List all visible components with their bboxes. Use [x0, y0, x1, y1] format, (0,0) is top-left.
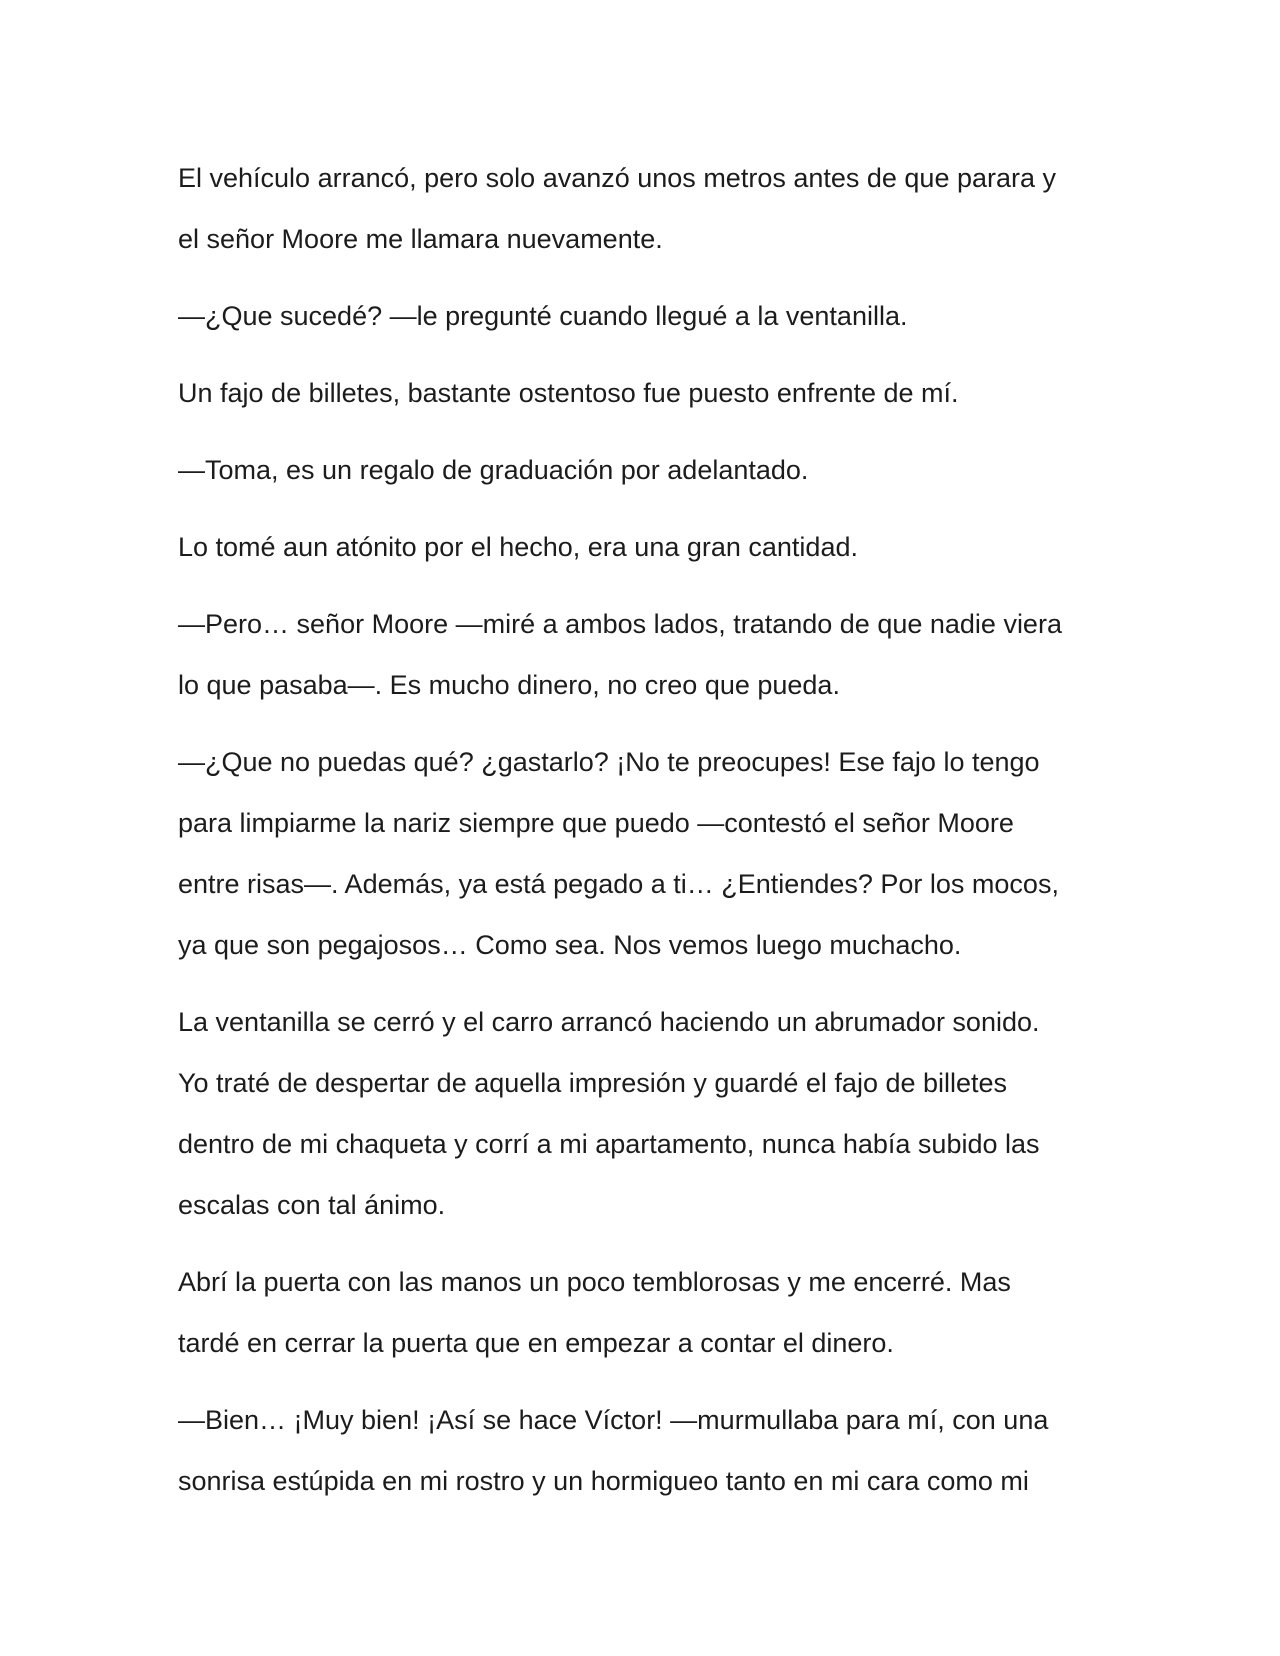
text-line: —¿Que no puedas qué? ¿gastarlo? ¡No te preocupes! Ese fajo lo tengo: [178, 747, 1040, 777]
paragraph: [178, 286, 1108, 347]
text-line: —Bien… ¡Muy bien! ¡Así se hace Víctor! —murmullaba para mí, con una: [178, 1405, 1049, 1435]
text-line: —Toma, es un regalo de graduación por adelantado.: [178, 455, 809, 485]
text-line: La ventanilla se cerró y el carro arrancó haciendo un abrumador sonido.: [178, 1007, 1040, 1037]
text-line: tardé en cerrar la puerta que en empezar a contar el dinero.: [178, 1328, 894, 1358]
text-line: —¿Que sucedé? —le pregunté cuando llegué a la ventanilla.: [178, 301, 908, 331]
text-line: entre risas—. Además, ya está pegado a ti… ¿Entiendes? Por los mocos,: [178, 869, 1059, 899]
paragraph: [178, 1252, 1108, 1374]
paragraph: [178, 148, 1108, 270]
paragraph: [178, 1390, 1108, 1512]
paragraph: [178, 732, 1108, 976]
text-line: dentro de mi chaqueta y corrí a mi apartamento, nunca había subido las: [178, 1129, 1040, 1159]
text-line: sonrisa estúpida en mi rostro y un hormigueo tanto en mi cara como mi: [178, 1466, 1029, 1496]
text-line: Un fajo de billetes, bastante ostentoso fue puesto enfrente de mí.: [178, 378, 959, 408]
text-line: lo que pasaba—. Es mucho dinero, no creo que pueda.: [178, 670, 840, 700]
text-line: ya que son pegajosos… Como sea. Nos vemos luego muchacho.: [178, 930, 962, 960]
text-line: Yo traté de despertar de aquella impresión y guardé el fajo de billetes: [178, 1068, 1008, 1098]
text-line: Abrí la puerta con las manos un poco temblorosas y me encerré. Mas: [178, 1267, 1011, 1297]
text-line: —Pero… señor Moore —miré a ambos lados, tratando de que nadie viera: [178, 609, 1062, 639]
paragraph: [178, 992, 1108, 1236]
paragraph: [178, 594, 1108, 716]
text-line: escalas con tal ánimo.: [178, 1190, 446, 1220]
paragraph: [178, 363, 1108, 424]
document-body: [178, 148, 1108, 1528]
text-line: el señor Moore me llamara nuevamente.: [178, 224, 663, 254]
text-line: El vehículo arrancó, pero solo avanzó unos metros antes de que parara y: [178, 163, 1057, 193]
paragraph: [178, 517, 1108, 578]
text-line: Lo tomé aun atónito por el hecho, era una gran cantidad.: [178, 532, 858, 562]
paragraph: [178, 440, 1108, 501]
text-line: para limpiarme la nariz siempre que puedo —contestó el señor Moore: [178, 808, 1014, 838]
